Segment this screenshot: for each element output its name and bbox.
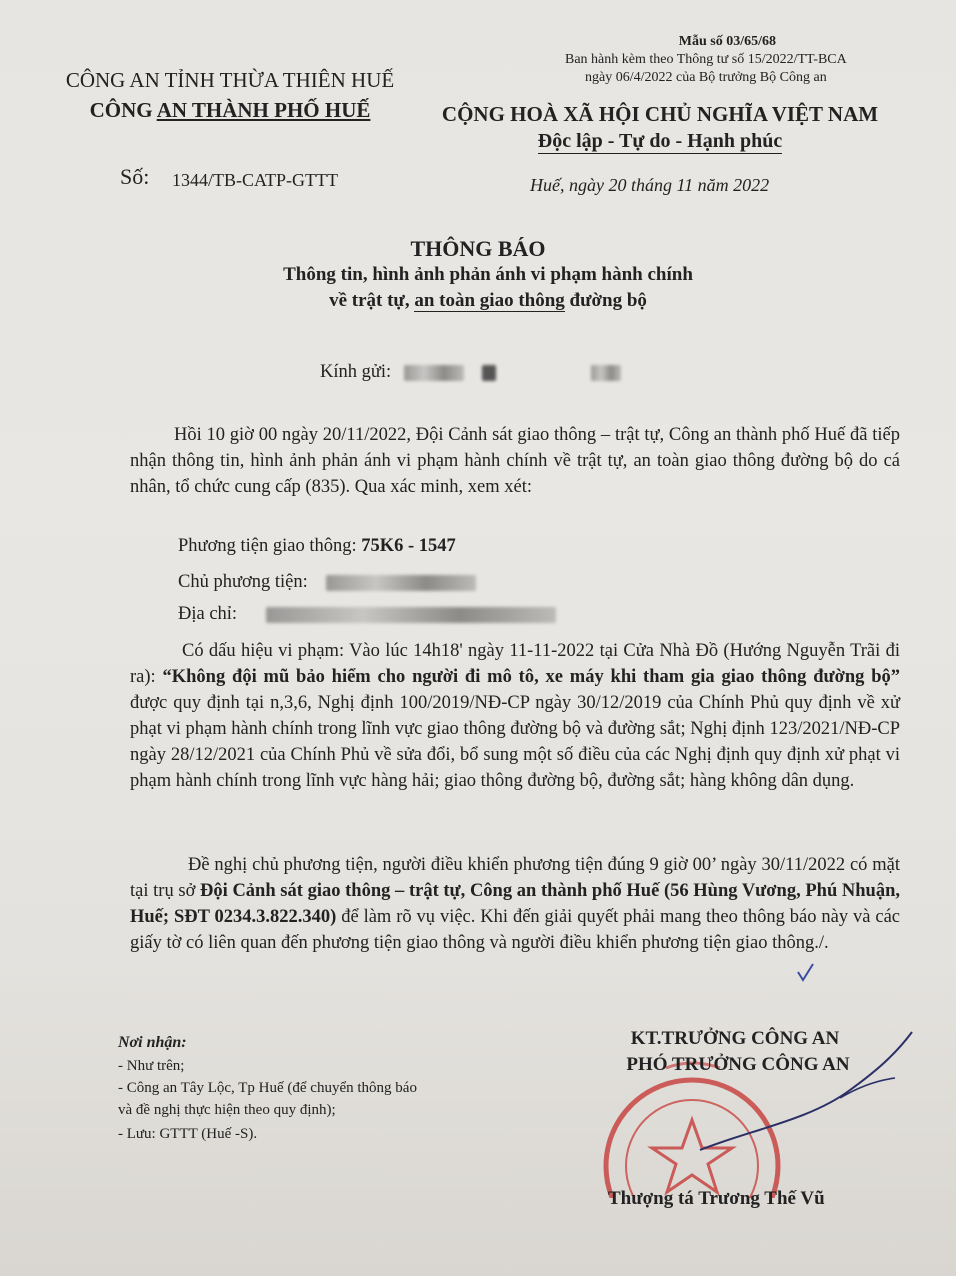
issuing-agency-prefix: CÔNG xyxy=(89,98,157,122)
address-label: Địa chỉ: xyxy=(178,604,238,624)
paragraph-request: Đề nghị chủ phương tiện, người điều khiển phương tiện đúng 9 giờ 00’ ngày 30/11/2022 có mặt tại trụ sở Đội Cảnh sát giao thông – trật tự, Công an thành phố Huế (56 Hùng Vương, Phú Nhuận, Huế; SĐT 0234.3.822.340) để làm rõ vụ việc. Khi đến giải quyết phải mang theo thông báo này và các giấy tờ có liên quan đến phương tiện giao thông và người điều khiển phương tiện giao thông./. xyxy=(130,855,901,953)
violation-description: “Không đội mũ bảo hiểm cho người đi mô tô, xe máy khi tham gia giao thông đường bộ” xyxy=(162,667,900,687)
redacted-owner xyxy=(326,575,476,591)
redacted-recipient xyxy=(404,365,464,381)
document-subtitle-1: Thông tin, hình ảnh phản ánh vi phạm hành chính xyxy=(283,264,693,285)
signatory-title-1: KT.TRƯỞNG CÔNG AN xyxy=(630,1028,840,1049)
address-line xyxy=(178,604,556,625)
national-title: CỘNG HOÀ XÃ HỘI CHỦ NGHĨA VIỆT NAM xyxy=(441,102,879,126)
form-number: Mẫu số 03/65/68 xyxy=(678,34,776,49)
document-subtitle-2: về trật tự, an toàn giao thông đường bộ xyxy=(329,290,647,311)
vehicle-label: Phương tiện giao thông: xyxy=(178,536,362,556)
check-mark-icon xyxy=(796,962,816,984)
document-number: 1344/TB-CATP-GTTT xyxy=(172,170,338,190)
signatory-title-2: PHÓ TRƯỞNG CÔNG AN xyxy=(626,1054,850,1075)
issuing-agency xyxy=(50,98,410,123)
vehicle-plate: 75K6 - 1547 xyxy=(361,536,456,556)
form-issuance-line-1: Ban hành kèm theo Thông tư số 15/2022/TT-BCA xyxy=(565,52,847,67)
document-number-label: Số: xyxy=(120,164,150,189)
greeting xyxy=(320,362,621,383)
issuing-agency-name: AN THÀNH PHỐ HUẾ xyxy=(156,98,371,122)
paragraph-intro: Hồi 10 giờ 00 ngày 20/11/2022, Đội Cảnh sát giao thông – trật tự, Công an thành phố Huế đã tiếp nhận thông tin, hình ảnh phản ánh vi phạm hành chính về trật tự, an toàn giao thông đường bộ do cá nhân, tổ chức cung cấp (835). Qua xác minh, xem xét: xyxy=(130,425,900,497)
document-title: THÔNG BÁO xyxy=(410,236,546,261)
place-date: Huế, ngày 20 tháng 11 năm 2022 xyxy=(530,175,770,195)
national-motto: Độc lập - Tự do - Hạnh phúc xyxy=(537,130,783,152)
paragraph-violation: Có dấu hiệu vi phạm: Vào lúc 14h18' ngày 11-11-2022 tại Cửa Nhà Đồ (Hướng Nguyễn Trãi đi ra): “Không đội mũ bảo hiểm cho người đi mô tô, xe máy khi tham gia giao thông đường bộ” được quy định tại n,3,6, Nghị định 100/2019/NĐ-CP ngày 30/12/2019 của Chính Phủ quy định về xử phạt vi phạm hành chính trong lĩnh vực giao thông đường bộ và đường sắt; Nghị định 123/2021/NĐ-CP ngày 28/12/2021 của Chính Phủ về sửa đổi, bổ sung một số điều của các Nghị định quy định xử phạt vi phạm hành chính trong lĩnh vực hàng hải; giao thông đường bộ, đường sắt; hàng không dân dụng. xyxy=(130,641,900,791)
parent-agency: CÔNG AN TỈNH THỪA THIÊN HUẾ xyxy=(65,68,395,92)
form-issuance-line-2: ngày 06/4/2022 của Bộ trưởng Bộ Công an xyxy=(585,70,827,85)
redacted-recipient xyxy=(482,365,496,381)
recipient-item: - Lưu: GTTT (Huế -S). xyxy=(118,1126,258,1142)
signatory-name: Thượng tá Trương Thế Vũ xyxy=(608,1188,825,1209)
vehicle-line xyxy=(178,536,456,557)
recipient-item: - Như trên; xyxy=(118,1058,185,1074)
owner-line xyxy=(178,572,476,593)
recipients-title: Nơi nhận: xyxy=(118,1034,187,1051)
recipient-item: và đề nghị thực hiện theo quy định); xyxy=(118,1102,336,1118)
owner-label: Chủ phương tiện: xyxy=(178,572,308,592)
office-address: Đội Cảnh sát giao thông – trật tự, Công an thành phố Huế (56 Hùng Vương, Phú Nhuận, Huế; SĐT 0234.3.822.340) xyxy=(130,881,901,927)
redacted-recipient xyxy=(591,365,621,381)
redacted-address xyxy=(266,607,556,623)
greeting-label: Kính gửi: xyxy=(320,362,392,382)
recipient-item: - Công an Tây Lộc, Tp Huế (để chuyển thông báo xyxy=(118,1080,417,1096)
